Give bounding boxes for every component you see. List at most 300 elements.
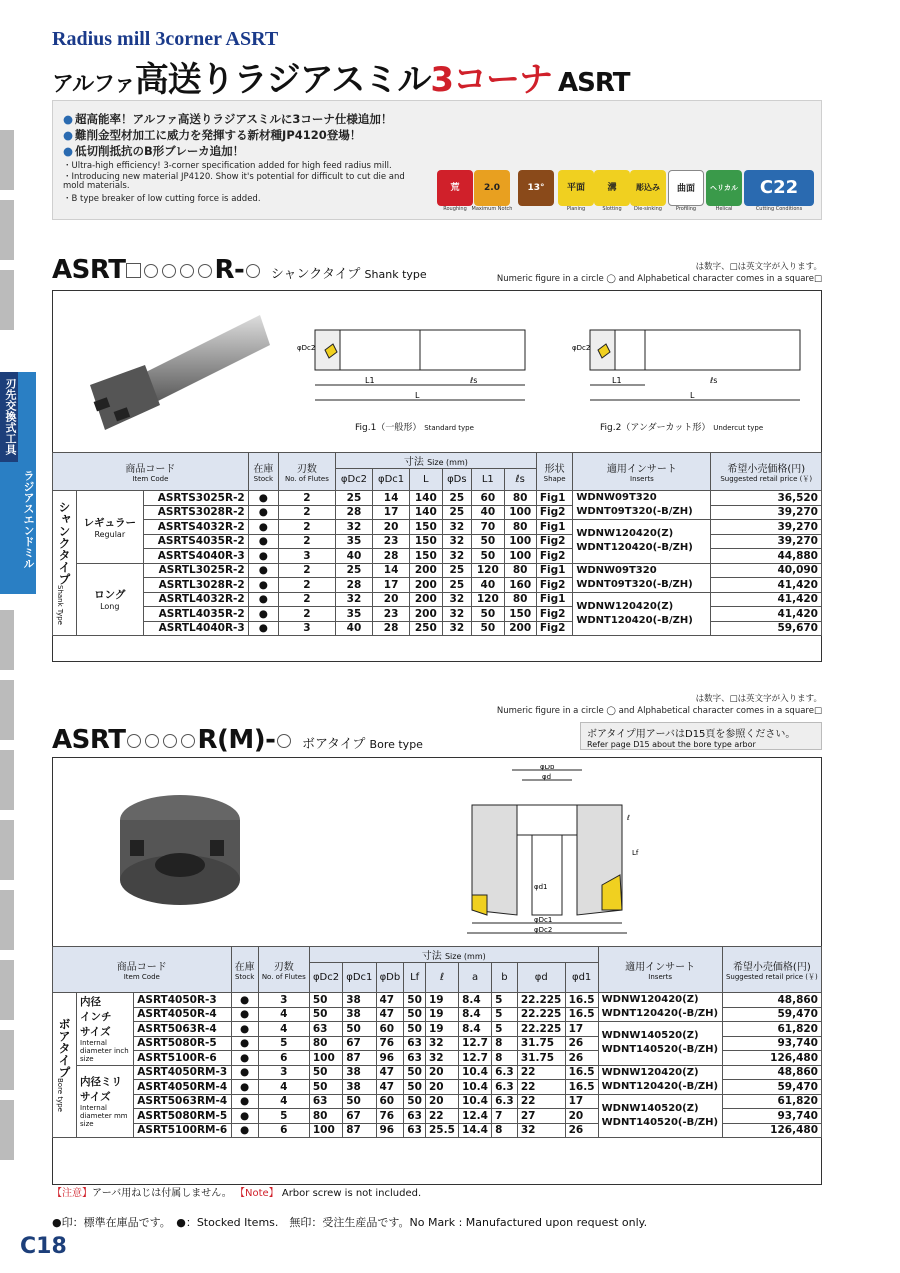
dim-value: 63 xyxy=(404,1123,426,1138)
stock-mark: ● xyxy=(248,607,278,622)
dim-value: 200 xyxy=(410,563,442,578)
col-flutes: 刃数 No. of Flutes xyxy=(258,947,309,993)
shank-table xyxy=(52,452,822,636)
dim-value: 60 xyxy=(376,1022,404,1037)
dim-value: 8.4 xyxy=(459,993,492,1008)
shank-tool-photo xyxy=(70,305,270,440)
flutes: 6 xyxy=(258,1051,309,1066)
dim-value: 50 xyxy=(404,993,426,1008)
stock-mark: ● xyxy=(231,1094,258,1109)
bore-tool-photo xyxy=(110,780,250,920)
dim-value: 67 xyxy=(343,1109,376,1124)
price: 48,860 xyxy=(722,1065,821,1080)
dim-value: 50 xyxy=(472,607,504,622)
dim-value: 50 xyxy=(343,1022,376,1037)
col-stock: 在庫 Stock xyxy=(231,947,258,993)
dim-value: 20 xyxy=(426,1080,459,1095)
shape: Fig2 xyxy=(536,607,572,622)
caution-note xyxy=(52,1184,421,1199)
dim-value: 8.4 xyxy=(459,1007,492,1022)
bore-drawing xyxy=(462,765,652,940)
insert-code: WDNW120420(Z) xyxy=(601,994,699,1005)
dim-value: 50 xyxy=(472,621,504,636)
dim-value: 96 xyxy=(376,1051,404,1066)
dim-value: 38 xyxy=(343,993,376,1008)
col-dc1: φDc1 xyxy=(343,963,376,993)
dim-value: 40 xyxy=(472,505,504,520)
dim-value: 32 xyxy=(442,607,472,622)
dim-value: 10.4 xyxy=(459,1094,492,1109)
dim-value: 22 xyxy=(517,1065,565,1080)
dim-value: 40 xyxy=(335,621,372,636)
dim-value: 32 xyxy=(335,592,372,607)
item-code: ASRT5063RM-4 xyxy=(134,1094,231,1109)
insert-code: WDNT120420(-B/ZH) xyxy=(576,542,693,554)
svg-text:φDc2: φDc2 xyxy=(297,344,316,352)
bore-title-code: ASRT xyxy=(52,725,126,755)
badge-label: Slotting xyxy=(602,206,622,212)
insert-code: WDNT120420(-B/ZH) xyxy=(601,1008,719,1019)
dim-value: 25 xyxy=(335,563,372,578)
flutes: 3 xyxy=(258,1065,309,1080)
dim-value: 50 xyxy=(472,549,504,564)
col-inserts: 適用インサート Inserts xyxy=(598,947,722,993)
dim-value: 25 xyxy=(442,505,472,520)
dim-value: 140 xyxy=(410,491,442,506)
svg-text:L1: L1 xyxy=(365,376,375,385)
price: 59,670 xyxy=(711,621,822,636)
col-ls: ℓs xyxy=(504,469,536,491)
dim-value: 28 xyxy=(373,549,410,564)
dim-value: 47 xyxy=(376,993,404,1008)
price: 41,420 xyxy=(711,578,822,593)
dim-value: 5 xyxy=(492,993,518,1008)
dim-value: 80 xyxy=(504,563,536,578)
flutes: 2 xyxy=(278,505,335,520)
stock-mark: ● xyxy=(248,549,278,564)
dim-value: 20 xyxy=(565,1109,598,1124)
item-code: ASRTL3025R-2 xyxy=(143,563,248,578)
svg-text:ℓs: ℓs xyxy=(710,376,718,385)
stock-mark: ● xyxy=(248,621,278,636)
dim-value: 32 xyxy=(442,549,472,564)
page-number: C18 xyxy=(20,1234,67,1259)
dim-value: 14 xyxy=(373,491,410,506)
dim-value: 10.4 xyxy=(459,1080,492,1095)
side-tab[interactable] xyxy=(0,750,14,810)
item-code: ASRT5063R-4 xyxy=(134,1022,231,1037)
col-dc1: φDc1 xyxy=(373,469,410,491)
shank-note-jp: は数字、□は英文字が入ります。 xyxy=(695,262,822,272)
svg-text:L: L xyxy=(415,391,420,400)
subtitle-en: Radius mill 3corner ASRT xyxy=(52,28,279,50)
dim-value: 100 xyxy=(309,1123,342,1138)
die-sinking-icon: 彫込み xyxy=(630,170,666,206)
profiling-icon: 曲面 xyxy=(668,170,704,206)
dim-value: 31.75 xyxy=(517,1051,565,1066)
dim-value: 80 xyxy=(309,1036,342,1051)
cutting-conditions-icon: C22 xyxy=(744,170,814,206)
price: 44,880 xyxy=(711,549,822,564)
insert-code: WDNW120420(Z) xyxy=(601,1066,699,1078)
stock-mark: ● xyxy=(248,592,278,607)
feature-jp: ● 難削金型材加工に威力を発揮する新材種JP4120登場！ xyxy=(63,127,361,143)
shank-title-jp: シャンクタイプ xyxy=(270,267,361,282)
roughing-icon: 荒 xyxy=(437,170,473,206)
dim-value: 50 xyxy=(343,1094,376,1109)
dim-value: 63 xyxy=(309,1094,342,1109)
sub-group-long xyxy=(77,563,144,636)
dim-value: 50 xyxy=(404,1080,426,1095)
shank-fig2-drawing xyxy=(570,325,805,410)
table-row xyxy=(53,1065,822,1080)
dim-value: 6.3 xyxy=(492,1094,518,1109)
dim-value: 16.5 xyxy=(565,1065,598,1080)
dim-value: 87 xyxy=(343,1123,376,1138)
stock-mark: ● xyxy=(231,1109,258,1124)
flutes: 4 xyxy=(258,1022,309,1037)
svg-text:ℓs: ℓs xyxy=(470,376,478,385)
dim-value: 17 xyxy=(565,1022,598,1037)
dim-value: 38 xyxy=(343,1065,376,1080)
shank-note-en: Numeric figure in a circle ◯ and Alphabetical character comes in a square□ xyxy=(496,274,822,284)
shank-title xyxy=(52,255,427,285)
item-code: ASRTS3028R-2 xyxy=(143,505,248,520)
insert-cell xyxy=(598,1094,722,1138)
price: 41,420 xyxy=(711,607,822,622)
dim-value: 14.4 xyxy=(459,1123,492,1138)
insert-cell xyxy=(573,563,711,592)
stock-legend: ●印：標準在庫品です。 ●：Stocked Items. 無印：受注生産品です。No Mark : Manufactured upon request only. xyxy=(52,1216,648,1229)
item-code: ASRT4050R-4 xyxy=(134,1007,231,1022)
arbor-note-en: Refer page D15 about the bore type arbor xyxy=(587,740,756,749)
table-row xyxy=(53,1094,822,1109)
flutes: 3 xyxy=(278,549,335,564)
group-label-jp: ボアタイプ xyxy=(57,1018,71,1078)
col-db: φDb xyxy=(376,963,404,993)
dim-value: 5 xyxy=(492,1007,518,1022)
item-code: ASRTL3028R-2 xyxy=(143,578,248,593)
arbor-note-jp: ボアタイプ用アーバはD15頁を参照ください。 xyxy=(587,729,796,740)
insert-code: WDNT09T320(-B/ZH) xyxy=(576,506,693,517)
helical-icon: ヘリカル xyxy=(706,170,742,206)
price: 41,420 xyxy=(711,592,822,607)
insert-cell xyxy=(573,491,711,520)
dim-value: 70 xyxy=(472,520,504,535)
dim-value: 50 xyxy=(309,1007,342,1022)
svg-text:L: L xyxy=(690,391,695,400)
dim-value: 22 xyxy=(426,1109,459,1124)
dim-value: 96 xyxy=(376,1123,404,1138)
col-shape: 形状 Shape xyxy=(536,453,572,491)
stock-mark: ● xyxy=(248,534,278,549)
side-tab[interactable] xyxy=(0,680,14,740)
sub-group-en: Long xyxy=(100,602,120,612)
side-tab-category[interactable]: 刃先交換式工具 xyxy=(4,378,17,455)
dim-value: 200 xyxy=(410,592,442,607)
dim-value: 140 xyxy=(410,505,442,520)
item-code: ASRTS4040R-3 xyxy=(143,549,248,564)
item-code: ASRT4050RM-4 xyxy=(134,1080,231,1095)
dim-value: 60 xyxy=(472,491,504,506)
item-code: ASRT5080RM-5 xyxy=(134,1109,231,1124)
page-title xyxy=(52,52,629,101)
dim-value: 63 xyxy=(404,1109,426,1124)
side-tab[interactable] xyxy=(0,820,14,880)
fig2-caption-en: Undercut type xyxy=(713,424,764,432)
insert-cell xyxy=(598,1022,722,1066)
shape: Fig2 xyxy=(536,578,572,593)
stock-mark: ● xyxy=(231,993,258,1008)
price: 126,480 xyxy=(722,1123,821,1138)
dim-value: 63 xyxy=(309,1022,342,1037)
flutes: 2 xyxy=(278,520,335,535)
dim-value: 150 xyxy=(410,549,442,564)
flutes: 2 xyxy=(278,491,335,506)
table-row xyxy=(53,993,822,1008)
col-d1: φd1 xyxy=(565,963,598,993)
shape: Fig1 xyxy=(536,491,572,506)
flutes: 2 xyxy=(278,578,335,593)
item-code: ASRT4050R-3 xyxy=(134,993,231,1008)
side-tab-sub[interactable]: ラジアスエンドミル xyxy=(22,470,35,569)
arbor-note-box xyxy=(580,722,822,750)
shape: Fig2 xyxy=(536,505,572,520)
price: 59,470 xyxy=(722,1080,821,1095)
dim-value: 250 xyxy=(410,621,442,636)
dim-value: 120 xyxy=(472,563,504,578)
item-code: ASRT5100R-6 xyxy=(134,1051,231,1066)
side-tab[interactable] xyxy=(0,1030,14,1090)
shank-title-suffix: R- xyxy=(214,255,245,285)
shape: Fig1 xyxy=(536,592,572,607)
insert-cell xyxy=(573,592,711,636)
side-tab[interactable] xyxy=(0,200,14,260)
dim-value: 19 xyxy=(426,993,459,1008)
fig2-caption-jp: Fig.2（アンダーカット形） xyxy=(600,423,711,433)
bore-note-en: Numeric figure in a circle ◯ and Alphabetical character comes in a square□ xyxy=(496,706,822,716)
caution-jp: アーバ用ねじは付属しません。 xyxy=(92,1188,232,1199)
price: 59,470 xyxy=(722,1007,821,1022)
dim-value: 28 xyxy=(335,578,372,593)
dim-value: 150 xyxy=(410,520,442,535)
planing-icon: 平面 xyxy=(558,170,594,206)
col-stock: 在庫 Stock xyxy=(248,453,278,491)
dim-value: 60 xyxy=(376,1094,404,1109)
badge-label: Maximum Notch xyxy=(471,206,513,212)
col-ds: φDs xyxy=(442,469,472,491)
angle-icon: 13° xyxy=(518,170,554,206)
shank-fig1-drawing xyxy=(295,325,530,410)
stock-mark: ● xyxy=(231,1022,258,1037)
price: 36,520 xyxy=(711,491,822,506)
dim-value: 25 xyxy=(442,578,472,593)
stock-mark: ● xyxy=(248,578,278,593)
flutes: 2 xyxy=(278,607,335,622)
sub-group-jp: サイズ xyxy=(80,1091,111,1104)
side-tab[interactable] xyxy=(0,890,14,950)
dim-value: 100 xyxy=(504,549,536,564)
side-tab[interactable] xyxy=(0,960,14,1020)
slotting-icon: 溝 xyxy=(594,170,630,206)
badge-label: Planing xyxy=(566,206,586,212)
price: 48,860 xyxy=(722,993,821,1008)
feature-en: ・B type breaker of low cutting force is added. xyxy=(63,194,261,204)
dim-value: 40 xyxy=(472,578,504,593)
insert-code: WDNT120420(-B/ZH) xyxy=(576,614,693,626)
dim-value: 38 xyxy=(343,1080,376,1095)
flutes: 3 xyxy=(258,993,309,1008)
dim-value: 150 xyxy=(410,534,442,549)
dim-value: 100 xyxy=(504,534,536,549)
dim-value: 32 xyxy=(335,520,372,535)
sub-group-en: Internal diameter mm size xyxy=(80,1104,128,1129)
stock-mark: ● xyxy=(231,1123,258,1138)
col-size: 寸法 Size (mm) xyxy=(309,947,598,963)
dim-value: 50 xyxy=(404,1007,426,1022)
flutes: 4 xyxy=(258,1080,309,1095)
col-l: ℓ xyxy=(426,963,459,993)
dim-value: 160 xyxy=(504,578,536,593)
fig1-caption-en: Standard type xyxy=(424,424,474,432)
feature-jp: ● 超高能率！アルファ高送りラジアスミルに3コーナ仕様追加！ xyxy=(63,111,392,127)
dim-value: 32 xyxy=(442,520,472,535)
fig1-caption xyxy=(355,420,474,433)
flutes: 5 xyxy=(258,1109,309,1124)
feature-jp: ● 低切削抵抗のB形ブレーカ追加！ xyxy=(63,143,244,159)
dim-value: 63 xyxy=(404,1051,426,1066)
svg-text:φd1: φd1 xyxy=(534,883,548,891)
flutes: 4 xyxy=(258,1094,309,1109)
svg-text:L1: L1 xyxy=(612,376,622,385)
dim-value: 17 xyxy=(373,578,410,593)
sub-group-jp: ロング xyxy=(94,589,126,602)
fig1-caption-jp: Fig.1（一般形） xyxy=(355,423,422,433)
dim-value: 47 xyxy=(376,1080,404,1095)
dim-value: 22.225 xyxy=(517,1022,565,1037)
sub-group-jp: サイズ xyxy=(80,1026,111,1039)
col-l: L xyxy=(410,469,442,491)
flutes: 6 xyxy=(258,1123,309,1138)
feature-en: mold materials. xyxy=(63,181,130,191)
dim-value: 87 xyxy=(343,1051,376,1066)
col-a: a xyxy=(459,963,492,993)
insert-code: WDNW09T320 xyxy=(576,564,657,576)
dim-value: 16.5 xyxy=(565,1007,598,1022)
dim-value: 120 xyxy=(472,592,504,607)
price: 39,270 xyxy=(711,534,822,549)
svg-text:φDc1: φDc1 xyxy=(534,916,553,924)
stock-mark: ● xyxy=(248,505,278,520)
dim-value: 80 xyxy=(504,491,536,506)
dim-value: 8 xyxy=(492,1123,518,1138)
dim-value: 20 xyxy=(426,1094,459,1109)
dim-value: 80 xyxy=(309,1109,342,1124)
dim-value: 26 xyxy=(565,1123,598,1138)
dim-value: 50 xyxy=(404,1022,426,1037)
dim-value: 38 xyxy=(343,1007,376,1022)
dim-value: 50 xyxy=(309,1080,342,1095)
dim-value: 10.4 xyxy=(459,1065,492,1080)
dim-value: 5 xyxy=(492,1022,518,1037)
dim-value: 80 xyxy=(504,592,536,607)
item-code: ASRT5080R-5 xyxy=(134,1036,231,1051)
col-size: 寸法 Size (mm) xyxy=(335,453,536,469)
flutes: 4 xyxy=(258,1007,309,1022)
dim-value: 35 xyxy=(335,534,372,549)
side-tab[interactable] xyxy=(0,1100,14,1160)
insert-code: WDNW140520(Z) xyxy=(601,1102,699,1114)
note-en: Arbor screw is not included. xyxy=(281,1188,422,1199)
shape: Fig2 xyxy=(536,549,572,564)
insert-cell xyxy=(573,520,711,564)
stock-mark: ● xyxy=(231,1007,258,1022)
side-tab[interactable] xyxy=(0,270,14,330)
dim-value: 8 xyxy=(492,1051,518,1066)
svg-text:φDb: φDb xyxy=(540,765,555,771)
title-prefix: アルファ xyxy=(52,72,135,97)
sub-group-regular xyxy=(77,491,144,564)
group-label xyxy=(53,993,77,1138)
dim-value: 32 xyxy=(426,1051,459,1066)
shape: Fig1 xyxy=(536,563,572,578)
dim-value: 12.4 xyxy=(459,1109,492,1124)
svg-text:φd: φd xyxy=(542,773,552,781)
flutes: 2 xyxy=(278,592,335,607)
dim-value: 40 xyxy=(335,549,372,564)
col-price: 希望小売価格(円) Suggested retail price (￥) xyxy=(711,453,822,491)
title-main: 高送りラジアスミル xyxy=(134,60,431,100)
dim-value: 14 xyxy=(373,563,410,578)
dim-value: 23 xyxy=(373,607,410,622)
dim-value: 150 xyxy=(504,607,536,622)
insert-code: WDNW120420(Z) xyxy=(576,528,674,540)
dim-value: 6.3 xyxy=(492,1065,518,1080)
dim-value: 26 xyxy=(565,1036,598,1051)
stock-mark: ● xyxy=(231,1080,258,1095)
dim-value: 20 xyxy=(373,592,410,607)
dim-value: 67 xyxy=(343,1036,376,1051)
svg-text:ℓ: ℓ xyxy=(627,814,630,822)
dim-value: 25 xyxy=(442,563,472,578)
dim-value: 6.3 xyxy=(492,1080,518,1095)
side-tab[interactable] xyxy=(0,130,14,190)
dim-value: 16.5 xyxy=(565,993,598,1008)
dim-value: 22.225 xyxy=(517,1007,565,1022)
bore-title-en: Bore type xyxy=(369,738,423,751)
flutes: 5 xyxy=(258,1036,309,1051)
dim-value: 25 xyxy=(442,491,472,506)
badge-label: Roughing xyxy=(443,206,467,212)
insert-code: WDNW09T320 xyxy=(576,492,657,503)
insert-code: WDNW120420(Z) xyxy=(576,600,674,612)
title-code: ASRT xyxy=(558,68,630,98)
dim-value: 47 xyxy=(376,1065,404,1080)
price: 40,090 xyxy=(711,563,822,578)
side-tab[interactable] xyxy=(0,610,14,670)
feature-en: ・Ultra-high efficiency! 3-corner specification added for high feed radius mill. xyxy=(63,161,392,171)
dim-value: 63 xyxy=(404,1036,426,1051)
insert-code: WDNT140520(-B/ZH) xyxy=(601,1044,719,1056)
dim-value: 19 xyxy=(426,1007,459,1022)
dim-value: 28 xyxy=(335,505,372,520)
sub-group-jp: レギュラー xyxy=(83,516,137,529)
insert-cell xyxy=(598,993,722,1022)
dim-value: 17 xyxy=(373,505,410,520)
flutes: 2 xyxy=(278,563,335,578)
badge-label: Helical xyxy=(715,206,733,212)
dim-value: 50 xyxy=(309,1065,342,1080)
